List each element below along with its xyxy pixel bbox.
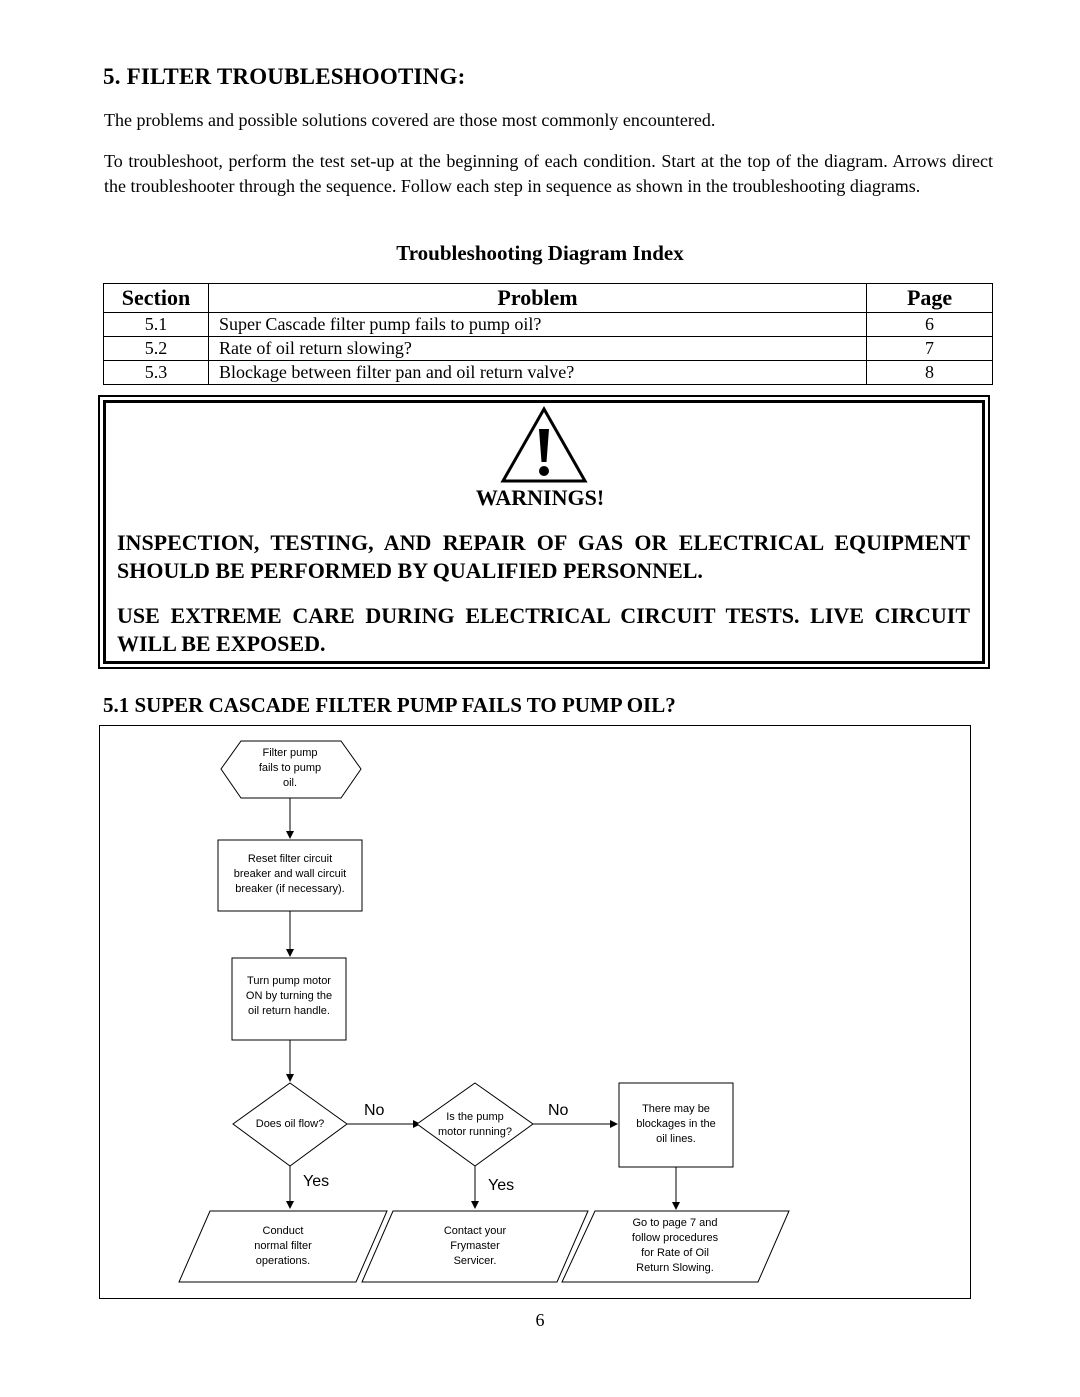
page-number: 6: [535, 1310, 545, 1330]
page-heading: 5. FILTER TROUBLESHOOTING:: [103, 64, 466, 89]
header-section: Section: [104, 284, 209, 313]
index-header-row: [104, 284, 993, 313]
row-section: 5.3: [104, 361, 209, 385]
blockage-text: There may be blockages in the oil lines.: [636, 1103, 716, 1145]
flowchart-shapes: [100, 726, 970, 1298]
label-no-1: No: [364, 1102, 385, 1119]
flowchart: [99, 725, 971, 1299]
header-problem: Problem: [208, 284, 866, 313]
label-yes-2: Yes: [488, 1177, 515, 1194]
start-text: Filter pump fails to pump oil.: [258, 747, 322, 789]
intro-paragraph-2: To troubleshoot, perform the test set-up at the beginning of each condition. Start at the top of the diagram. Arrows direct the troubleshooter through the sequence. Follow each step in sequence as shown in the troubleshooting diagrams.: [104, 151, 993, 196]
row-problem: Super Cascade filter pump fails to pump oil?: [208, 313, 866, 337]
end-go-to-page-text: Go to page 7 and follow procedures for Rate of Oil Return Slowing.: [631, 1217, 719, 1274]
row-page: 8: [867, 361, 993, 385]
row-page: 6: [867, 313, 993, 337]
index-table: [103, 283, 993, 385]
decision-pump-running-text: Is the pump motor running?: [438, 1111, 512, 1138]
end-normal-text: Conduct normal filter operations.: [254, 1225, 312, 1267]
warning-text-live-circuit: USE EXTREME CARE DURING ELECTRICAL CIRCUIT TESTS. LIVE CIRCUIT WILL BE EXPOSED.: [117, 603, 970, 656]
step-reset-text: Reset filter circuit breaker and wall circuit breaker (if necessary).: [233, 853, 347, 895]
index-title: Troubleshooting Diagram Index: [396, 241, 684, 265]
table-row: [104, 313, 993, 337]
end-contact-text: Contact your Frymaster Servicer.: [443, 1225, 507, 1267]
label-no-2: No: [548, 1102, 569, 1119]
intro-paragraph-1: The problems and possible solutions covered are those most commonly encountered.: [104, 110, 716, 130]
warning-title: WARNINGS!: [475, 485, 605, 510]
section-title: 5.1 SUPER CASCADE FILTER PUMP FAILS TO PUMP OIL?: [103, 693, 676, 717]
row-problem: Rate of oil return slowing?: [208, 337, 866, 361]
table-row: [104, 337, 993, 361]
row-problem: Blockage between filter pan and oil return valve?: [208, 361, 866, 385]
label-yes-1: Yes: [303, 1173, 330, 1190]
warning-triangle-icon: [499, 405, 589, 485]
row-section: 5.2: [104, 337, 209, 361]
step-turn-on-text: Turn pump motor ON by turning the oil return handle.: [245, 975, 333, 1017]
warning-text-qualified: INSPECTION, TESTING, AND REPAIR OF GAS OR ELECTRICAL EQUIPMENT SHOULD BE PERFORMED BY QUALIFIED PERSONNEL.: [117, 530, 970, 583]
row-page: 7: [867, 337, 993, 361]
table-row: [104, 361, 993, 385]
row-section: 5.1: [104, 313, 209, 337]
header-page: Page: [867, 284, 993, 313]
decision-oil-flow-text: Does oil flow?: [255, 1118, 325, 1130]
